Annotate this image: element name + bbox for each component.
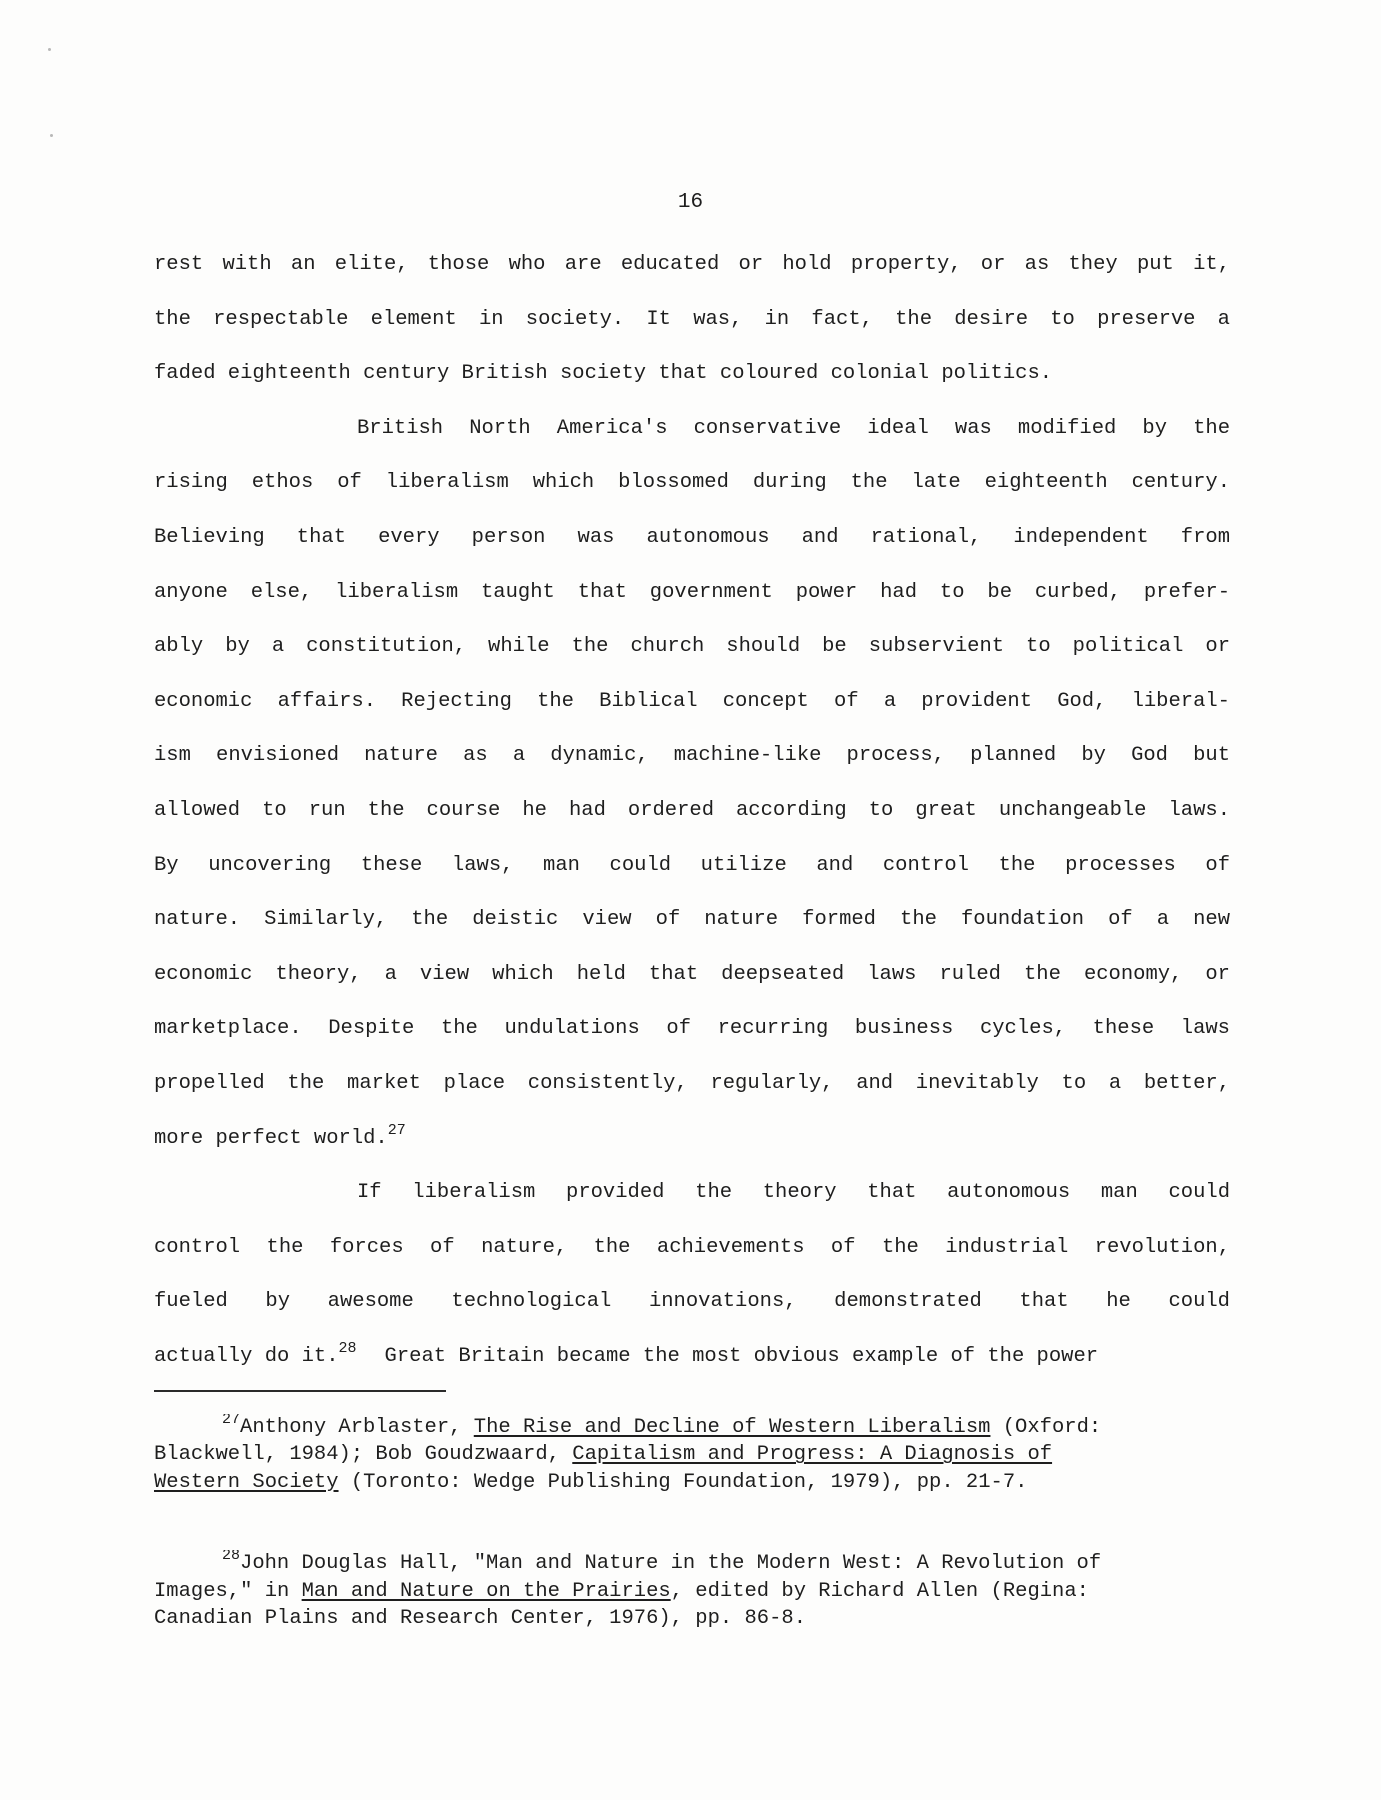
- footnote-line: [154, 1578, 1230, 1605]
- footnote-line: Canadian Plains and Research Center, 1976), pp. 86-8.: [154, 1606, 807, 1630]
- text-fragment: actually do it.: [154, 1344, 339, 1368]
- text-line: British North America's conservative ideal was modified by the: [357, 416, 1230, 440]
- text-fragment: (Oxford:: [990, 1416, 1102, 1439]
- footnote-27: [154, 1414, 1230, 1496]
- text-line: rest with an elite, those who are educated or hold property, or as they put it,: [154, 253, 1230, 276]
- footnote-line: [154, 1441, 1230, 1468]
- scan-speck: [48, 48, 51, 51]
- text-fragment: more perfect world.: [154, 1126, 388, 1150]
- text-line: control the forces of nature, the achievements of the industrial revolution,: [154, 1235, 1230, 1259]
- text-line: marketplace. Despite the undulations of recurring business cycles, these laws: [154, 1017, 1230, 1041]
- text-line: allowed to run the course he had ordered according to great unchangeable laws.: [154, 798, 1230, 822]
- text-fragment: Images," in: [154, 1579, 302, 1603]
- footnote-28: [154, 1550, 1230, 1632]
- text-line: anyone else, liberalism taught that government power had to be curbed, prefer-: [154, 580, 1230, 604]
- footnote-ref-28[interactable]: 28: [338, 1339, 357, 1357]
- text-fragment: Great Britain became the most obvious example of the power: [384, 1344, 1099, 1368]
- paragraph: [154, 1166, 1230, 1384]
- footnote-line: [154, 1414, 1230, 1441]
- text-line: the respectable element in society. It was, in fact, the desire to preserve a: [154, 307, 1230, 331]
- footnote-line: [154, 1469, 1230, 1496]
- text-line: economic affairs. Rejecting the Biblical concept of a provident God, liberal-: [154, 689, 1230, 713]
- text-line: propelled the market place consistently, regularly, and inevitably to a better,: [154, 1071, 1230, 1095]
- text-line: ably by a constitution, while the church should be subservient to political or: [154, 635, 1230, 659]
- text-line: nature. Similarly, the deistic view of nature formed the foundation of a new: [154, 908, 1230, 932]
- footnote-number: 28: [222, 1550, 241, 1565]
- scan-speck: [50, 134, 53, 137]
- text-line: faded eighteenth century British society that coloured colonial politics.: [154, 362, 1053, 386]
- text-line: [154, 1330, 1230, 1385]
- text-line: By uncovering these laws, man could utilize and control the processes of: [154, 853, 1230, 877]
- footnote-divider: [154, 1390, 446, 1392]
- footnote-ref-27[interactable]: 27: [387, 1121, 406, 1139]
- text-line: Believing that every person was autonomous and rational, independent from: [154, 525, 1230, 549]
- book-title: Capitalism and Progress: A Diagnosis of: [572, 1443, 1053, 1467]
- paragraph: [154, 238, 1230, 402]
- book-title: Man and Nature on the Prairies: [301, 1579, 671, 1603]
- book-title: Western Society: [154, 1470, 339, 1494]
- text-line: rising ethos of liberalism which blossomed during the late eighteenth century.: [154, 471, 1230, 495]
- footnote-line: [154, 1550, 1230, 1577]
- footnote-number: 27: [222, 1414, 241, 1428]
- page-number: 16: [677, 191, 704, 214]
- text-line: economic theory, a view which held that deepseated laws ruled the economy, or: [154, 962, 1230, 986]
- book-title: The Rise and Decline of Western Liberalism: [473, 1416, 991, 1439]
- paragraph: [154, 402, 1230, 1166]
- body-text: [154, 238, 1230, 1384]
- footnotes: [154, 1414, 1230, 1686]
- text-fragment: John Douglas Hall, "Man and Nature in the Modern West: A Revolution of: [240, 1552, 1102, 1576]
- text-fragment: Anthony Arblaster,: [240, 1416, 474, 1439]
- text-fragment: Blackwell, 1984); Bob Goudzwaard,: [154, 1443, 573, 1467]
- text-fragment: , edited by Richard Allen (Regina:: [670, 1579, 1089, 1603]
- text-line: fueled by awesome technological innovations, demonstrated that he could: [154, 1290, 1230, 1314]
- text-line: If liberalism provided the theory that autonomous man could: [357, 1181, 1230, 1205]
- text-line: [154, 1112, 1230, 1167]
- text-fragment: (Toronto: Wedge Publishing Foundation, 1979), pp. 21-7.: [338, 1470, 1028, 1494]
- text-line: ism envisioned nature as a dynamic, machine-like process, planned by God but: [154, 744, 1230, 768]
